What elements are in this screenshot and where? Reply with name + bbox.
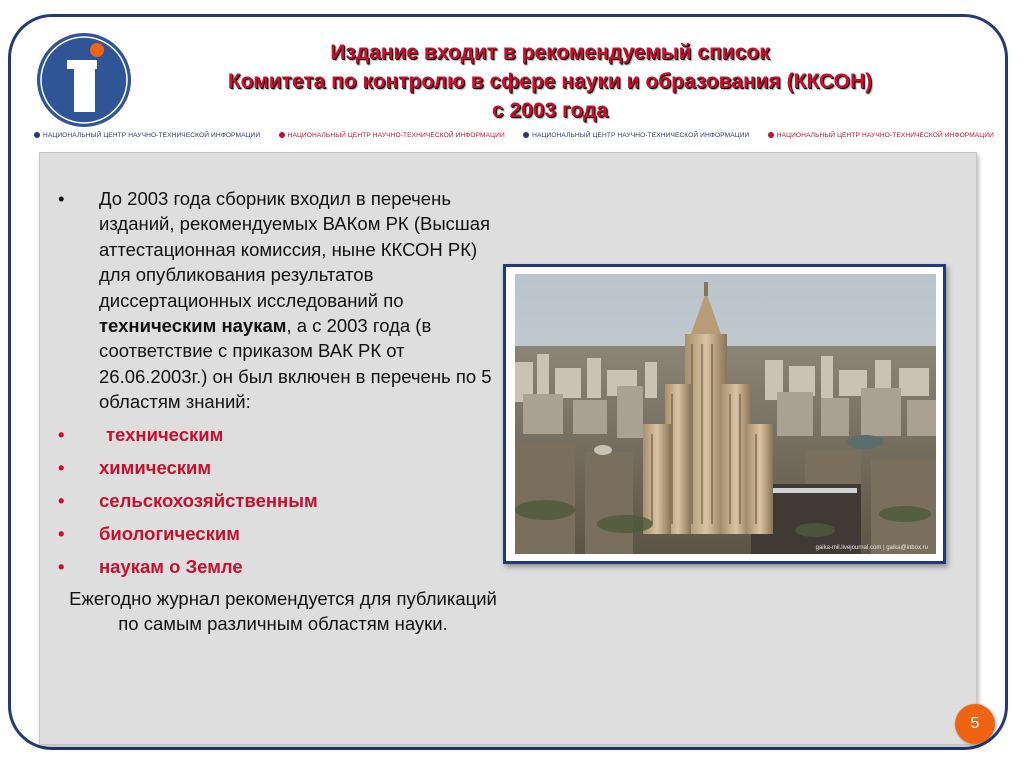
page-number-badge: 5 bbox=[955, 704, 995, 744]
strip-item: НАЦИОНАЛЬНЫЙ ЦЕНТР НАУЧНО-ТЕХНИЧЕСКОЙ ИНФОРМАЦИИ bbox=[768, 128, 994, 142]
list-item: • техническим bbox=[58, 422, 498, 447]
title-line-2: Комитета по контролю в сфере науки и образования (ККСОН) bbox=[227, 70, 873, 93]
city-photo bbox=[515, 274, 936, 554]
slide-title bbox=[140, 38, 960, 125]
list-item: • наукам о Земле bbox=[58, 554, 498, 579]
strip-item: НАЦИОНАЛЬНЫЙ ЦЕНТР НАУЧНО-ТЕХНИЧЕСКОЙ ИНФОРМАЦИИ bbox=[34, 128, 260, 142]
closing-paragraph: Ежегодно журнал рекомендуется для публикаций по самым различным областям науки. bbox=[69, 587, 497, 635]
strip-item: НАЦИОНАЛЬНЫЙ ЦЕНТР НАУЧНО-ТЕХНИЧЕСКОЙ ИНФОРМАЦИИ bbox=[523, 128, 749, 142]
title-line-1: Издание входит в рекомендуемый список bbox=[330, 41, 770, 64]
list-item: • химическим bbox=[58, 455, 498, 480]
strip-item: НАЦИОНАЛЬНЫЙ ЦЕНТР НАУЧНО-ТЕХНИЧЕСКОЙ ИНФОРМАЦИИ bbox=[279, 128, 505, 142]
city-photo-frame bbox=[503, 264, 946, 564]
ncsti-mini-logo-icon bbox=[768, 132, 774, 138]
ncsti-logo bbox=[34, 30, 134, 130]
ncsti-mini-logo-icon bbox=[523, 132, 529, 138]
bullet-icon: • bbox=[58, 523, 65, 545]
ncsti-mini-logo-icon bbox=[279, 132, 285, 138]
list-item: • биологическим bbox=[58, 521, 498, 546]
bullet-icon: • bbox=[58, 490, 65, 512]
title-line-3: с 2003 года bbox=[491, 99, 609, 122]
ncsti-mini-logo-icon bbox=[34, 132, 40, 138]
bullet-icon: • bbox=[58, 556, 65, 578]
highlighted-term: техническим наукам bbox=[99, 315, 287, 337]
content-text bbox=[58, 186, 498, 636]
photo-watermark: gaika-mil.livejournal.com | gaika@inbox.ru bbox=[815, 545, 928, 551]
intro-paragraph: • До 2003 года сборник входил в перечень изданий, рекомендуемых ВАКом РК (Высшая аттестационная комиссия, ныне ККСОН РК) для опубликования результатов диссертационных исследований по техническим наукам, а с 2003 года (в соответствие с приказом ВАК РК от 26.06.2003г.) он был включен в перечень по 5 областям знаний: bbox=[58, 188, 492, 413]
list-item: • сельскохозяйственным bbox=[58, 488, 498, 513]
bullet-icon: • bbox=[58, 424, 65, 446]
bullet-icon: • bbox=[58, 457, 65, 479]
bullet-icon: • bbox=[58, 188, 65, 209]
org-name-strip bbox=[34, 128, 994, 142]
